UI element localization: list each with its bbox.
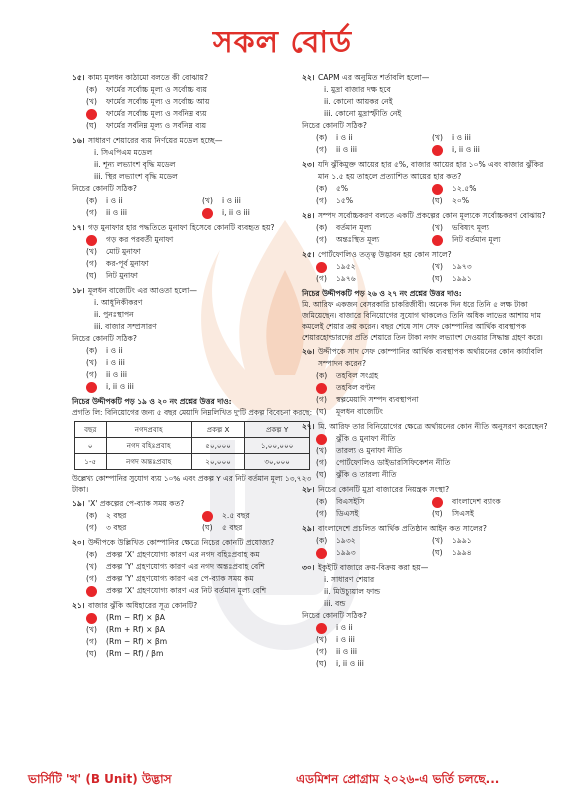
answer-mark-icon bbox=[316, 434, 327, 445]
option-letter: (ক) bbox=[86, 346, 98, 355]
option bbox=[72, 234, 318, 246]
question-17 bbox=[72, 222, 318, 282]
option-letter: (ক) bbox=[316, 184, 328, 193]
option bbox=[72, 96, 318, 108]
option-letter: (গ) bbox=[86, 637, 97, 646]
option-letter: (খ) bbox=[316, 635, 327, 644]
option-answer bbox=[72, 108, 318, 120]
option-letter: (খ) bbox=[86, 358, 97, 367]
option-letter: (ঘ) bbox=[432, 274, 443, 283]
question-number: ২৪। bbox=[302, 211, 315, 220]
option: (ক) ২ বছর bbox=[86, 511, 127, 520]
option-letter: (ঘ) bbox=[86, 649, 97, 658]
option-letter: (গ) bbox=[86, 208, 97, 217]
option bbox=[302, 382, 548, 394]
answer-mark-icon bbox=[86, 235, 97, 246]
option bbox=[72, 381, 318, 393]
option-letter: (ঘ) bbox=[86, 121, 97, 130]
question-text: মি. আরিফ তার বিনিয়োগের ক্ষেত্রে অর্থায়নের কোন নীতি অনুসরণ করেছেন? bbox=[318, 422, 548, 431]
option-text: (Rm − Rf) × βm bbox=[106, 637, 168, 646]
option-text: (Rm − Rf) × βA bbox=[106, 613, 165, 622]
option-letter: (খ) bbox=[86, 625, 97, 634]
question-text: যদি ঝুঁকিমুক্ত আয়ের হার ৫%, বাজার আয়ের হার ১০% এবং বাজার ঝুঁকির মান ১.৫ হয় তাহলে প্রত্যাশিত আয়ের হার কত? bbox=[318, 160, 544, 181]
option-letter: (ক) bbox=[316, 371, 328, 380]
option bbox=[302, 634, 548, 646]
answer-mark-icon bbox=[202, 511, 213, 522]
option-letter: (ঘ) bbox=[432, 509, 443, 518]
question-20 bbox=[72, 537, 318, 597]
option-text: i ও iii bbox=[336, 635, 355, 644]
stimulus-1: নিচের উদ্দীপকটি পড় ১৯ ও ২০ নং প্রশ্নের উত্তর দাও: প্রগতি লি: বিনিয়োগের জন্য ৫ বছর মেয়াদি নিম্নলিখিত দু'টি প্রকল্প বিবেচনা করছে: বছর নগদপ্রবাহ প্রকল্প X প্রকল্প Y ০ নগদ বহিঃপ্রবাহ ৫০,০০০ ১,০০,০০০ ১-৫ নগদ অন্তঃপ্রবাহ ২০,০০০ ৩০,০০০ উল্লেখ্য কোম্পানির সুযোগ ব্যয় ১০% এবং প্রকল্প Y এর নিট বর্তমান মূল্য ১৩,৭২৩ টাকা। bbox=[72, 397, 313, 494]
page-title: সকল বোর্ড bbox=[212, 25, 353, 60]
option: (ক) i ও ii bbox=[316, 133, 353, 142]
option-letter: (ঘ) bbox=[316, 659, 327, 668]
question-number: ২২। bbox=[302, 73, 315, 82]
option-letter: (ঘ) bbox=[316, 470, 327, 479]
question-text: মূলধন বাজেটিং এর আওতা হলো— bbox=[88, 286, 197, 295]
question-number: ২৩। bbox=[302, 160, 315, 169]
option: (ক) বিএসইসি bbox=[316, 497, 365, 506]
option-text: মোট মুনাফা bbox=[106, 247, 141, 256]
question-text: উদ্দীপকে উল্লিখিত কোম্পানির ক্ষেত্রে নিচের কোনটি প্রযোজ্য? bbox=[88, 538, 275, 547]
question-text: গড় মুনাফার হার পদ্ধতিতে মুনাফা হিসেবে কোনটি ব্যবহৃত হয়? bbox=[88, 223, 275, 232]
option: (ঘ) ২০% bbox=[432, 196, 470, 205]
option-letter: (খ) bbox=[432, 262, 443, 271]
statement-list: i. আধুনিকীকরণ ii. পুনঃস্থাপন iii. বাজার সম্প্রসারণ bbox=[94, 298, 157, 331]
option-text: প্রকল্প 'Y' গ্রহণযোগ্য কারণ এর নগদ অন্তঃপ্রবাহ বেশি bbox=[106, 562, 265, 571]
option-text: ফার্মের সর্বোচ্চ মূল্য ও সর্বনিম্ন ব্যয় bbox=[106, 109, 207, 118]
option bbox=[72, 585, 318, 597]
answer-mark-icon bbox=[86, 586, 97, 597]
option bbox=[302, 658, 548, 670]
option: (খ) ১৯৯১ bbox=[432, 536, 472, 545]
option-letter: (ঘ) bbox=[86, 271, 97, 280]
option-text: i ও ii bbox=[336, 623, 353, 632]
option: (গ) ৩ বছর bbox=[86, 523, 127, 532]
table-row: ০ নগদ বহিঃপ্রবাহ ৫০,০০০ ১,০০,০০০ bbox=[75, 438, 310, 454]
option-letter: (গ) bbox=[316, 196, 327, 205]
answer-mark-icon bbox=[202, 208, 213, 219]
option: (খ) i ও iii bbox=[432, 133, 471, 142]
option: (ঘ) ৫ বছর bbox=[202, 523, 243, 532]
question-text: কাম্য মূলধন কাঠামো বলতে কী বোঝায়? bbox=[88, 73, 208, 82]
option-letter: (গ) bbox=[86, 574, 97, 583]
question-text: উদ্দীপকে সাদ সেফ কোম্পানির আর্থিক ব্যবস্থাপক অর্থায়নের কোন কার্যাবলি সম্পাদন করেন? bbox=[318, 347, 543, 368]
option-grid bbox=[302, 222, 548, 246]
option-letter: (গ) bbox=[86, 259, 97, 268]
option: (গ) ii ও iii bbox=[86, 208, 127, 217]
question-16 bbox=[72, 135, 318, 219]
option: (খ) i ও iii bbox=[202, 196, 241, 205]
question-30: ৩০। ইকুইটি বাজারে ক্রয়-বিক্রয় করা হয়— i. সাধারণ শেয়ার ii. মিউচ্যুয়াল ফান্ড iii. বন্ড নিচের কোনটি সঠিক? i ও ii (খ) i ও iii (গ) ii ও iii (ঘ) i, ii ও iii bbox=[302, 562, 548, 670]
option-letter: (ক) bbox=[86, 550, 98, 559]
option: নিট বর্তমান মূল্য bbox=[432, 234, 548, 246]
option bbox=[302, 469, 548, 481]
question-text: সাধারণ শেয়ারের ব্যয় নির্ণয়ের মডেল হচ্ছে— bbox=[88, 136, 223, 145]
option: (ক) বর্তমান মূল্য bbox=[316, 223, 372, 232]
option bbox=[72, 345, 318, 357]
question-27 bbox=[302, 421, 548, 481]
question-number: ২৭। bbox=[302, 422, 315, 431]
option: (ঘ) সিএসই bbox=[432, 509, 474, 518]
answer-mark-icon bbox=[316, 262, 327, 273]
option: (খ) ভবিষ্যৎ মূল্য bbox=[432, 223, 489, 232]
question-text: 'X' প্রকল্পের পে-ব্যাক সময় কত? bbox=[88, 499, 185, 508]
question-number: ১৫। bbox=[72, 73, 85, 82]
left-column bbox=[72, 72, 318, 663]
question-text: নিচের কোনটি মুদ্রা বাজারের নিয়ন্ত্রক সংস্থা? bbox=[318, 485, 450, 494]
question-25 bbox=[302, 249, 548, 285]
option-grid bbox=[72, 195, 318, 219]
option-text: i ও iii bbox=[106, 358, 125, 367]
option-text: গড় কর পরবর্তী মুনাফা bbox=[106, 235, 174, 244]
answer-mark-icon bbox=[316, 383, 327, 394]
question-text: সম্পদ সর্বোচ্চকরণ বলতে একটি প্রকল্পের কোন মূল্যকে সর্বোচ্চকরণ বোঝায়? bbox=[318, 211, 546, 220]
answer-mark-icon bbox=[86, 109, 97, 120]
option: i, ii ও iii bbox=[202, 207, 318, 219]
option-text: (Rm − Rf) / βm bbox=[106, 649, 164, 658]
option-text: নিট মুনাফা bbox=[106, 271, 138, 280]
option-text: ঝুঁকি ও তারল্য নীতি bbox=[336, 470, 397, 479]
option-letter: (গ) bbox=[316, 647, 327, 656]
option-text: পোর্টফোলিও ডাইভারসিফিকেশন নীতি bbox=[336, 458, 451, 467]
option-letter: (খ) bbox=[316, 446, 327, 455]
option-letter: (খ) bbox=[86, 562, 97, 571]
option bbox=[302, 394, 548, 406]
option bbox=[72, 246, 318, 258]
option bbox=[72, 624, 318, 636]
option bbox=[72, 120, 318, 132]
question-number: ১৯। bbox=[72, 499, 85, 508]
option bbox=[72, 357, 318, 369]
stimulus-2: নিচের উদ্দীপকটি পড় ২৬ ও ২৭ নং প্রশ্নের উত্তর দাও: মি. আরিফ একজন বেসরকারি চাকরিজীবী। অনেক দিন ধরে তিনি ৫ লক্ষ টাকা জমিয়েছেন। বাজারে বিনিয়োগের সুযোগ থাকলেও তিনি অধিক লাভের আশায় দাম কমলেই শেয়ার ক্রয় করেন। বছর শেষে সাদ সেফ কোম্পানির আর্থিক ব্যবস্থাপক শেয়ারহোল্ডারদের প্রতি শেয়ারে তিন টাকা নগদ লভ্যাংশ দেওয়ার সিদ্ধান্ত গ্রহণ করে। bbox=[302, 289, 543, 342]
option-text: i ও ii bbox=[106, 346, 123, 355]
option: (গ) অন্তঃস্থিত মূল্য bbox=[316, 235, 380, 244]
option: (গ) ১৫% bbox=[316, 196, 354, 205]
option: (খ) ১৯৭৩ bbox=[432, 262, 472, 271]
right-column bbox=[302, 72, 548, 673]
question-18: ১৮। মূলধন বাজেটিং এর আওতা হলো— i. আধুনিকীকরণ ii. পুনঃস্থাপন iii. বাজার সম্প্রসারণ নিচের কোনটি সঠিক? (ক) i ও ii (খ) i ও iii (গ) ii ও iii i, ii ও iii bbox=[72, 285, 318, 393]
option-text: তারল্য ও মুনাফা নীতি bbox=[336, 446, 403, 455]
option-grid bbox=[302, 132, 548, 156]
option-letter: (খ) bbox=[432, 223, 443, 232]
question-number: ২০। bbox=[72, 538, 85, 547]
option-text: মূলধন বাজেটিং bbox=[336, 407, 383, 416]
answer-mark-icon bbox=[86, 382, 97, 393]
footer-admission-notice: এডমিশন প্রোগ্রাম ২০২৬-এ ভর্তি চলছে... bbox=[296, 772, 500, 786]
option bbox=[302, 406, 548, 418]
question-23 bbox=[302, 159, 548, 207]
option-text: ফার্মের সর্বোচ্চ মূল্য ও সর্বোচ্চ ব্যয় bbox=[106, 85, 208, 94]
option bbox=[72, 84, 318, 96]
question-number: ২৫। bbox=[302, 250, 315, 259]
option bbox=[72, 573, 318, 585]
option-text: i, ii ও iii bbox=[106, 382, 134, 391]
option-letter: (খ) bbox=[202, 196, 213, 205]
question-22: ২২। CAPM এর অনুমিত শর্তাবলি হলো— i. মুদ্রা বাজার দক্ষ হবে ii. কোনো আয়কর নেই iii. কোনো মুদ্রাস্ফীতি নেই নিচের কোনটি সঠিক? (ক) i ও ii (খ) i ও iii (গ) ii ও iii i, ii ও iii bbox=[302, 72, 548, 156]
option-letter: (খ) bbox=[432, 133, 443, 142]
answer-mark-icon bbox=[316, 623, 327, 634]
option: ২.৫ বছর bbox=[202, 510, 318, 522]
option-letter: (গ) bbox=[86, 370, 97, 379]
option-grid bbox=[72, 510, 318, 534]
option-text: i, ii ও iii bbox=[336, 659, 364, 668]
option-letter: (ক) bbox=[86, 196, 98, 205]
option-letter: (ঘ) bbox=[202, 523, 213, 532]
answer-mark-icon bbox=[86, 613, 97, 624]
option-letter: (ক) bbox=[316, 536, 328, 545]
option-text: প্রকল্প 'X' গ্রহণযোগ্য কারণ এর নিট বর্তমান মূল্য বেশি bbox=[106, 586, 267, 595]
question-number: ১৭। bbox=[72, 223, 85, 232]
option bbox=[302, 457, 548, 469]
option-letter: (গ) bbox=[316, 458, 327, 467]
option bbox=[72, 636, 318, 648]
option-letter: (ক) bbox=[86, 85, 98, 94]
option: (গ) ii ও iii bbox=[316, 145, 357, 154]
answer-mark-icon bbox=[432, 235, 443, 246]
option: (গ) ১৯৭৬ bbox=[316, 274, 356, 283]
table-row: ১-৫ নগদ অন্তঃপ্রবাহ ২০,০০০ ৩০,০০০ bbox=[75, 454, 310, 470]
answer-mark-icon bbox=[432, 145, 443, 156]
question-text: পোর্টফোলিও তত্ত্ব উদ্ভাবন হয় কোন সালে? bbox=[318, 250, 452, 259]
question-number: ৩০। bbox=[302, 563, 315, 572]
question-text: বাজার ঝুঁকি অধিহারের সূত্র কোনটি? bbox=[88, 601, 198, 610]
option-text: প্রকল্প 'Y' গ্রহণযোগ্য কারণ এর পে-ব্যাক সময় কম bbox=[106, 574, 254, 583]
option-text: প্রকল্প 'X' গ্রহণযোগ্য কারণ এর নগদ বহিঃপ্রবাহ কম bbox=[106, 550, 260, 559]
option bbox=[72, 270, 318, 282]
option bbox=[302, 445, 548, 457]
option: ১২.৫% bbox=[432, 183, 548, 195]
option bbox=[72, 561, 318, 573]
option-letter: (ঘ) bbox=[432, 196, 443, 205]
option-text: কর-পূর্ব মুনাফা bbox=[106, 259, 149, 268]
option: (ঘ) ১৯৯৪ bbox=[432, 548, 472, 557]
option bbox=[72, 258, 318, 270]
option: i, ii ও iii bbox=[432, 144, 548, 156]
answer-mark-icon bbox=[316, 548, 327, 559]
question-text: CAPM এর অনুমিত শর্তাবলি হলো— bbox=[318, 73, 430, 82]
question-text: বাংলাদেশে প্রচলিত আর্থিক প্রতিষ্ঠান আইন কত সালের? bbox=[318, 524, 487, 533]
option-letter: (ক) bbox=[316, 133, 328, 142]
option-letter: (গ) bbox=[316, 509, 327, 518]
statement-list: i. মুদ্রা বাজার দক্ষ হবে ii. কোনো আয়কর নেই iii. কোনো মুদ্রাস্ফীতি নেই bbox=[324, 85, 402, 118]
option bbox=[302, 433, 548, 445]
question-19 bbox=[72, 498, 318, 534]
option-letter: (ক) bbox=[316, 497, 328, 506]
option-grid bbox=[302, 261, 548, 285]
option: (ঘ) ১৯৯১ bbox=[432, 274, 472, 283]
question-number: ২৬। bbox=[302, 347, 315, 356]
option-text: তহবিল বণ্টন bbox=[336, 383, 376, 392]
statement-list: i. সিএপিএম মডেল ii. শূন্য লভ্যাংশ বৃদ্ধি মডেল iii. স্থির লভ্যাংশ বৃদ্ধি মডেল bbox=[94, 148, 178, 181]
option-letter: (খ) bbox=[432, 536, 443, 545]
option: (ক) ১৯৩২ bbox=[316, 536, 356, 545]
option-text: ফার্মের সর্বোচ্চ মূল্য ও সর্বোচ্চ আয় bbox=[106, 97, 210, 106]
option: (ক) i ও ii bbox=[86, 196, 123, 205]
question-text: ইকুইটি বাজারে ক্রয়-বিক্রয় করা হয়— bbox=[318, 563, 429, 572]
question-29 bbox=[302, 523, 548, 559]
option bbox=[302, 622, 548, 634]
option: (গ) ডিএসই bbox=[316, 509, 359, 518]
option-grid bbox=[302, 535, 548, 559]
question-number: ১৬। bbox=[72, 136, 85, 145]
option: বাংলাদেশ ব্যাংক bbox=[432, 496, 548, 508]
answer-mark-icon bbox=[432, 497, 443, 508]
question-number: ২৮। bbox=[302, 485, 315, 494]
option-text: তহবিল সংগ্রহ bbox=[336, 371, 379, 380]
option-letter: (ক) bbox=[316, 223, 328, 232]
option-letter: (খ) bbox=[86, 97, 97, 106]
option bbox=[72, 369, 318, 381]
question-prompt: নিচের কোনটি সঠিক? bbox=[72, 184, 137, 193]
option: ১৯৫২ bbox=[316, 261, 432, 273]
option-text: ii ও iii bbox=[106, 370, 127, 379]
question-26 bbox=[302, 346, 548, 418]
project-table: বছর নগদপ্রবাহ প্রকল্প X প্রকল্প Y ০ নগদ বহিঃপ্রবাহ ৫০,০০০ ১,০০,০০০ ১-৫ নগদ অন্তঃপ্রবাহ ২০,০০০ ৩০,০০০ bbox=[74, 421, 310, 470]
option-letter: (ক) bbox=[86, 511, 98, 520]
question-21 bbox=[72, 600, 318, 660]
option: ১৯৯৩ bbox=[316, 547, 432, 559]
option-letter: (খ) bbox=[86, 247, 97, 256]
option-letter: (গ) bbox=[316, 274, 327, 283]
option bbox=[72, 549, 318, 561]
option-letter: (গ) bbox=[316, 395, 327, 404]
option-letter: (ঘ) bbox=[432, 548, 443, 557]
option bbox=[72, 612, 318, 624]
option-letter: (গ) bbox=[316, 235, 327, 244]
option bbox=[302, 646, 548, 658]
option-text: (Rm + Rf) × βA bbox=[106, 625, 165, 634]
question-number: ২১। bbox=[72, 601, 85, 610]
question-24 bbox=[302, 210, 548, 246]
answer-mark-icon bbox=[432, 184, 443, 195]
question-number: ১৮। bbox=[72, 286, 85, 295]
option-letter: (গ) bbox=[86, 523, 97, 532]
option-grid bbox=[302, 496, 548, 520]
question-15 bbox=[72, 72, 318, 132]
footer-brand: ভার্সিটি 'খ' (B Unit) উদ্ভাস bbox=[28, 772, 172, 786]
option-grid bbox=[302, 183, 548, 207]
question-28 bbox=[302, 484, 548, 520]
option-text: ii ও iii bbox=[336, 647, 357, 656]
statement-list: i. সাধারণ শেয়ার ii. মিউচ্যুয়াল ফান্ড iii. বন্ড bbox=[324, 575, 381, 608]
option-letter: (গ) bbox=[316, 145, 327, 154]
option bbox=[72, 648, 318, 660]
option bbox=[302, 370, 548, 382]
option-letter: (ঘ) bbox=[316, 407, 327, 416]
question-number: ২৯। bbox=[302, 524, 315, 533]
option-text: ঝুঁকি ও মুনাফা নীতি bbox=[336, 434, 396, 443]
option: (ক) ৫% bbox=[316, 184, 349, 193]
option-text: ফার্মের সর্বনিম্ন মূল্য ও সর্বনিম্ন ব্যয় bbox=[106, 121, 207, 130]
option-text: স্বল্পমেয়াদি সম্পদ ব্যবস্থাপনা bbox=[336, 395, 419, 404]
